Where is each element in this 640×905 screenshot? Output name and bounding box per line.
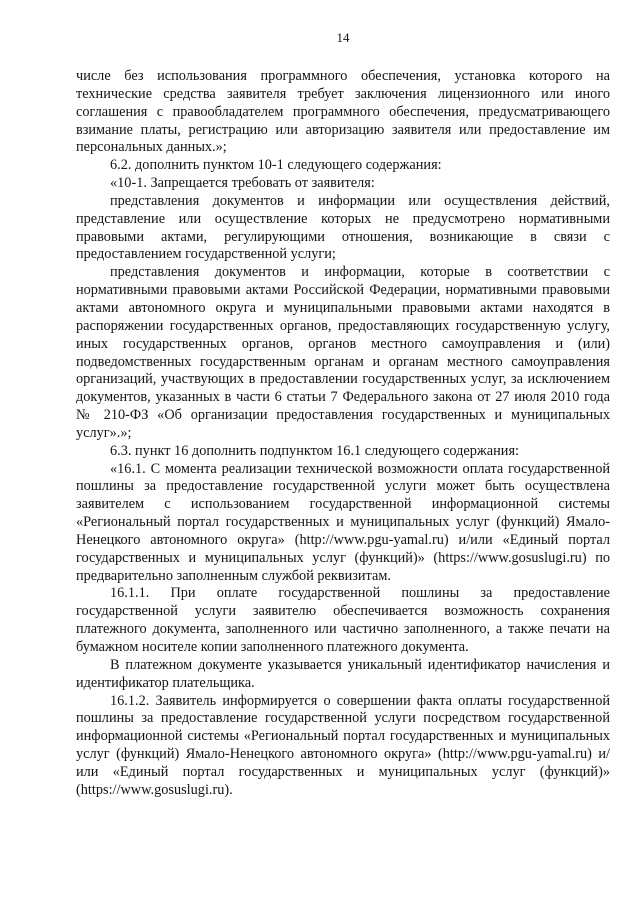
paragraph-9: В платежном документе указывается уникальный идентификатор начисления и идентификатор плательщика.	[76, 656, 610, 691]
paragraph-8: 16.1.1. При оплате государственной пошлины за предоставление государственной услуги заявителю обеспечивается возможность сохранения платежного документа, заполненного или частично заполненного, а также печати на бумажном носителе копии заполненного платежного документа.	[76, 585, 610, 655]
paragraph-2: 6.2. дополнить пунктом 10-1 следующего содержания:	[110, 157, 442, 174]
paragraph-7: «16.1. С момента реализации технической возможности оплата государственной пошлины за предоставление государственной услуги может быть осуществлена заявителем с использованием государственной информационной системы «Региональный портал государственных и муниципальных услуг (функций) Ямало-Ненецкого автономного округа» (http://www.pgu-yamal.ru) и/или «Единый портал государственных и муниципальных услуг (функций)» (https://www.gosuslugi.ru) по предварительно заполненным службой реквизитам.	[76, 460, 610, 584]
document-page	[76, 30, 610, 800]
paragraph-3: «10-1. Запрещается требовать от заявителя:	[110, 175, 375, 192]
page-number: 14	[336, 30, 350, 45]
paragraph-1: числе без использования программного обеспечения, установка которого на технические средства заявителя требует заключения лицензионного или иного соглашения с правообладателем программного обеспечения, предусматривающего взимание платы, регистрацию или авторизацию заявителя или предоставление им персональных данных.»;	[76, 68, 610, 156]
paragraph-6: 6.3. пункт 16 дополнить подпунктом 16.1 следующего содержания:	[110, 442, 520, 459]
paragraph-4: представления документов и информации или осуществления действий, представление или осуществление которых не предусмотрено нормативными правовыми актами, регулирующими отношения, возникающие в связи с предоставлением государственной услуги;	[76, 192, 610, 263]
paragraph-5: представления документов и информации, которые в соответствии с нормативными правовыми актами Российской Федерации, нормативными правовыми актами автономного округа и муниципальными правовыми актами находятся в распоряжении государственных органов, предоставляющих государственную услугу, иных государственных органов, органов местного самоуправления и (или) подведомственных государственным органам и органам местного самоуправления организаций, участвующих в предоставлении государственных услуг, за исключением документов, указанных в части 6 статьи 7 Федерального закона от 27 июля 2010 года № 210-ФЗ «Об организации предоставления государственных и муниципальных услуг».»;	[76, 264, 610, 441]
paragraph-10: 16.1.2. Заявитель информируется о совершении факта оплаты государственной пошлины за предоставление государственной услуги посредством государственной информационной системы «Региональный портал государственных и муниципальных услуг (функций) Ямало-Ненецкого автономного округа» (http://www.pgu-yamal.ru) и/или «Единый портал государственных и муниципальных услуг (функций)» (https://www.gosuslugi.ru).	[76, 692, 610, 798]
